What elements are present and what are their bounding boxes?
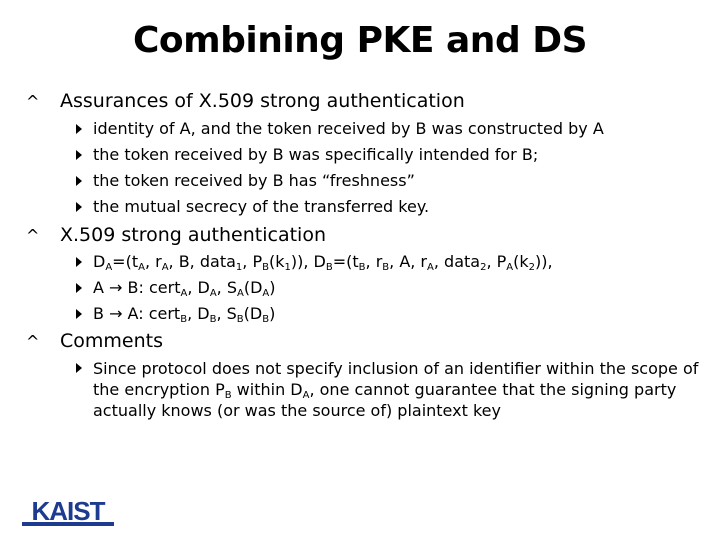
section-heading-text: X.509 strong authentication — [60, 224, 326, 246]
text-run: , A, r — [389, 252, 428, 271]
text-run: , S — [216, 304, 237, 323]
subscript: A — [209, 288, 217, 299]
list-item-text: identity of A, and the token received by B was constructed by A — [93, 119, 604, 138]
subscript: A — [180, 288, 188, 299]
kaist-logo — [22, 496, 114, 530]
text-run: )), — [535, 252, 553, 271]
text-run: , r — [144, 252, 162, 271]
logo-text: KAIST — [31, 496, 105, 526]
subscript: 1 — [284, 262, 291, 273]
list-item-text: the token received by B has “freshness” — [93, 171, 415, 190]
subscript: A — [427, 262, 434, 273]
bullet-marker: ^ — [26, 92, 40, 111]
text-run: (D — [243, 278, 263, 297]
subscript: A — [506, 262, 514, 273]
section-heading-text: Comments — [60, 330, 163, 352]
text-run: , D — [187, 304, 210, 323]
section-heading-text: Assurances of X.509 strong authentication — [60, 90, 465, 112]
text-run: (k — [513, 252, 529, 271]
text-run: , r — [365, 252, 383, 271]
text-run: within D — [231, 380, 303, 399]
text-run: , D — [187, 278, 210, 297]
list-item-text: the token received by B was specifically intended for B; — [93, 145, 539, 164]
list-item-text — [93, 304, 275, 323]
subscript: B — [358, 262, 366, 273]
subscript: A — [105, 262, 113, 273]
text-run: (k — [268, 252, 285, 271]
subscript: 2 — [480, 262, 487, 273]
list-item-text — [93, 278, 275, 297]
subscript: A — [262, 288, 270, 299]
text-run: ) — [269, 278, 276, 297]
text-run: Since protocol does not specify inclusion of an identifier within the scope of the encryption P — [93, 359, 699, 399]
bullet-marker: ^ — [26, 226, 40, 245]
subscript: B — [224, 390, 232, 401]
text-run: , data — [433, 252, 481, 271]
list-item-text — [93, 358, 703, 421]
triangle-bullet-icon — [76, 176, 82, 186]
triangle-bullet-icon — [76, 283, 82, 293]
text-run: , P — [242, 252, 263, 271]
subscript: A — [302, 390, 310, 401]
triangle-bullet-icon — [76, 124, 82, 134]
triangle-bullet-icon — [76, 257, 82, 267]
list-item-text — [93, 252, 553, 271]
text-run: =(t — [332, 252, 359, 271]
bullet-marker: ^ — [26, 332, 40, 351]
triangle-bullet-icon — [76, 202, 82, 212]
triangle-bullet-icon — [76, 363, 82, 373]
text-run: ) — [269, 304, 276, 323]
subscript: 1 — [235, 262, 243, 273]
text-run: )), D — [290, 252, 326, 271]
text-run: A → B: cert — [93, 278, 181, 297]
subscript: A — [236, 288, 244, 299]
subscript: B — [382, 262, 390, 273]
subscript: 2 — [528, 262, 536, 273]
subscript: A — [138, 262, 145, 273]
triangle-bullet-icon — [76, 309, 82, 319]
text-run: D — [93, 252, 106, 271]
text-run: =(t — [112, 252, 139, 271]
text-run: , one cannot guarantee that the signing party actually knows (or was the source of) plaintext key — [93, 380, 677, 420]
subscript: B — [180, 314, 188, 325]
slide-title: Combining PKE and DS — [132, 20, 588, 61]
triangle-bullet-icon — [76, 150, 82, 160]
list-item-text: the mutual secrecy of the transferred key. — [93, 197, 430, 216]
text-run: B → A: cert — [93, 304, 181, 323]
subscript: A — [161, 262, 169, 273]
subscript: B — [325, 262, 333, 273]
text-run: , P — [486, 252, 507, 271]
text-run: (D — [243, 304, 263, 323]
subscript: B — [262, 314, 270, 325]
subscript: B — [262, 262, 269, 273]
subscript: B — [236, 314, 244, 325]
text-run: , S — [216, 278, 237, 297]
text-run: , B, data — [168, 252, 236, 271]
subscript: B — [209, 314, 217, 325]
